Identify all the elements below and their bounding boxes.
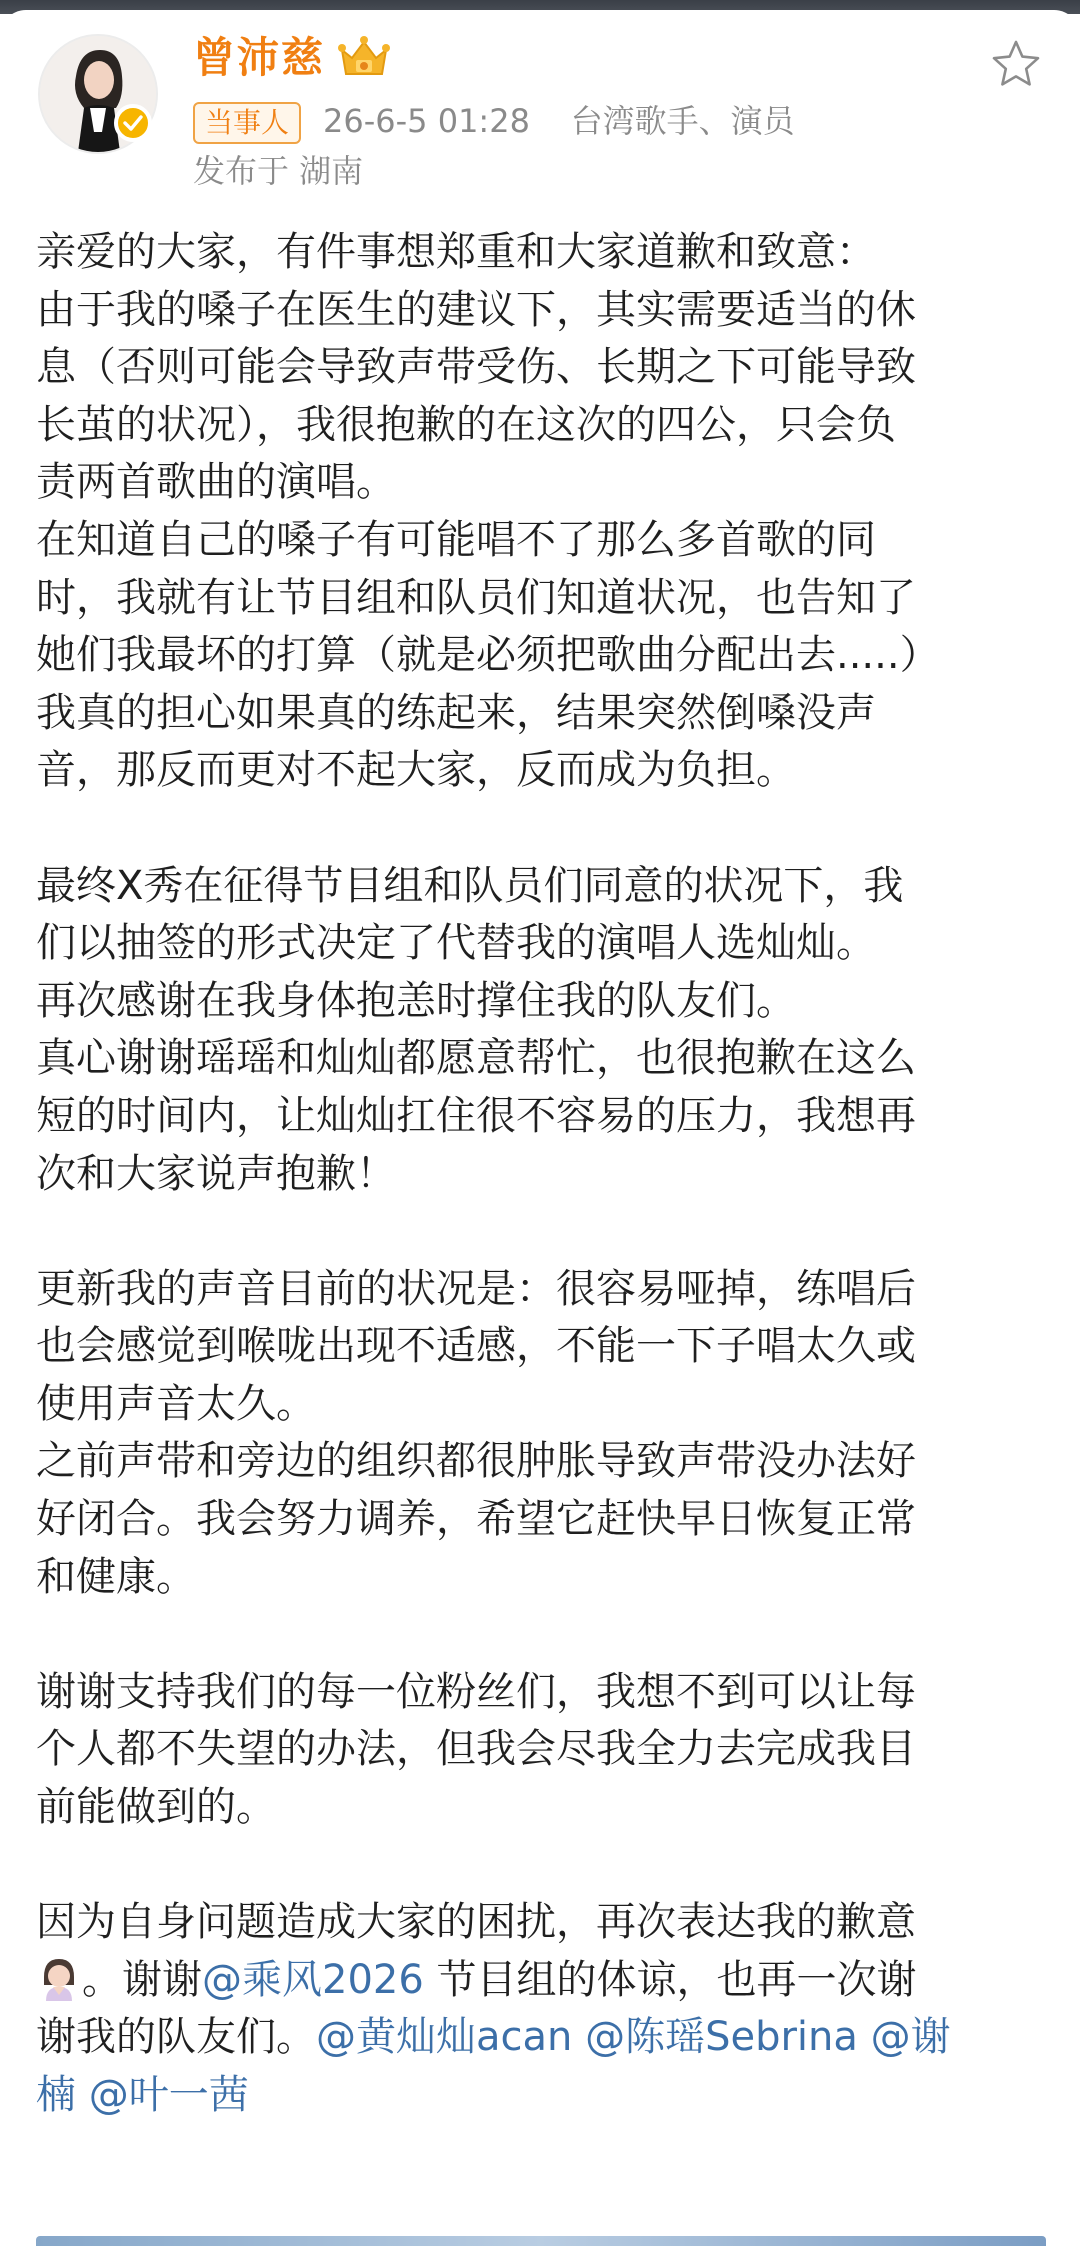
post-line: 短的时间内，让灿灿扛住很不容易的压力，我想再	[36, 1092, 916, 1139]
verified-icon	[114, 104, 152, 142]
post-meta	[323, 98, 795, 144]
media-preview-edge[interactable]	[36, 2236, 1046, 2246]
post-line: 她们我最坏的打算（就是必须把歌曲分配出去.....）	[36, 632, 940, 679]
paragraph-gap	[36, 1203, 1046, 1261]
post-line: 也会感觉到喉咙出现不适感，不能一下子唱太久或	[36, 1323, 916, 1370]
post-line: 在知道自己的嗓子有可能唱不了那么多首歌的同	[36, 516, 876, 563]
mention-user[interactable]: 楠	[36, 2072, 76, 2118]
post-line: 再次感谢在我身体抱恙时撑住我的队友们。	[36, 977, 796, 1024]
post-line: 谢谢支持我们的每一位粉丝们，我想不到可以让每	[36, 1668, 916, 1715]
post-line	[36, 1952, 1046, 2010]
post-line: 息（否则可能会导致声带受伤、长期之下可能导致	[36, 344, 916, 391]
mention-user[interactable]: @陈瑶Sebrina	[572, 2014, 858, 2061]
mention-show[interactable]: @乘风2026	[202, 1956, 424, 2003]
post-line: 次和大家说声抱歉！	[36, 1150, 396, 1197]
post-line: 最终X秀在征得节目组和队员们同意的状况下，我	[36, 862, 904, 909]
post-line: 长茧的状况），我很抱歉的在这次的四公，只会负	[36, 401, 896, 448]
post-line: 之前声带和旁边的组织都很肿胀导致声带没办法好	[36, 1438, 916, 1485]
post-line: 真心谢谢瑶瑶和灿灿都愿意帮忙，也很抱歉在这么	[36, 1035, 916, 1082]
post-line	[36, 2067, 1046, 2125]
post-body	[36, 224, 1046, 2125]
post-text: 谢我的队友们。	[36, 2014, 316, 2061]
mention-user[interactable]: @黄灿灿acan	[316, 2014, 573, 2061]
mention-user[interactable]: @谢	[857, 2014, 951, 2061]
post-line: 个人都不失望的办法，但我会尽我全力去完成我目	[36, 1726, 916, 1773]
post-line: 我真的担心如果真的练起来，结果突然倒嗓没声	[36, 689, 876, 736]
post-line: 使用声音太久。	[36, 1380, 316, 1427]
post-timestamp: 26-6-5 01:28	[323, 102, 530, 140]
author-bio: 台湾歌手、演员	[570, 102, 795, 140]
favorite-star-icon[interactable]	[990, 38, 1042, 90]
post-line: 们以抽签的形式决定了代替我的演唱人选灿灿。	[36, 920, 876, 967]
paragraph-gap	[36, 1837, 1046, 1895]
party-badge: 当事人	[193, 102, 301, 144]
post-text: 。谢谢	[82, 1956, 202, 2003]
post-location: 发布于 湖南	[193, 152, 364, 190]
post-text: 节目组的体谅，也再一次谢	[423, 1956, 917, 2003]
post-line: 好闭合。我会努力调养，希望它赶快早日恢复正常	[36, 1496, 916, 1543]
post-card	[0, 10, 1080, 2246]
post-line: 因为自身问题造成大家的困扰，再次表达我的歉意	[36, 1899, 916, 1946]
author-name[interactable]: 曾沛慈	[193, 33, 326, 82]
post-line: 时，我就有让节目组和队员们知道状况，也告知了	[36, 574, 916, 621]
post-line: 由于我的嗓子在医生的建议下，其实需要适当的休	[36, 286, 916, 333]
post-line	[36, 2009, 1046, 2067]
post-line: 音，那反而更对不起大家，反而成为负担。	[36, 747, 796, 794]
crown-icon	[336, 34, 392, 80]
apology-emoji-icon	[36, 1955, 82, 2001]
paragraph-gap	[36, 1606, 1046, 1664]
post-line: 前能做到的。	[36, 1784, 276, 1831]
post-line: 和健康。	[36, 1553, 196, 1600]
mention-user[interactable]: @叶一茜	[76, 2072, 249, 2118]
post-line: 更新我的声音目前的状况是：很容易哑掉，练唱后	[36, 1265, 916, 1312]
post-line: 责两首歌曲的演唱。	[36, 459, 396, 506]
paragraph-gap	[36, 800, 1046, 858]
post-line: 亲爱的大家，有件事想郑重和大家道歉和致意：	[36, 229, 876, 275]
